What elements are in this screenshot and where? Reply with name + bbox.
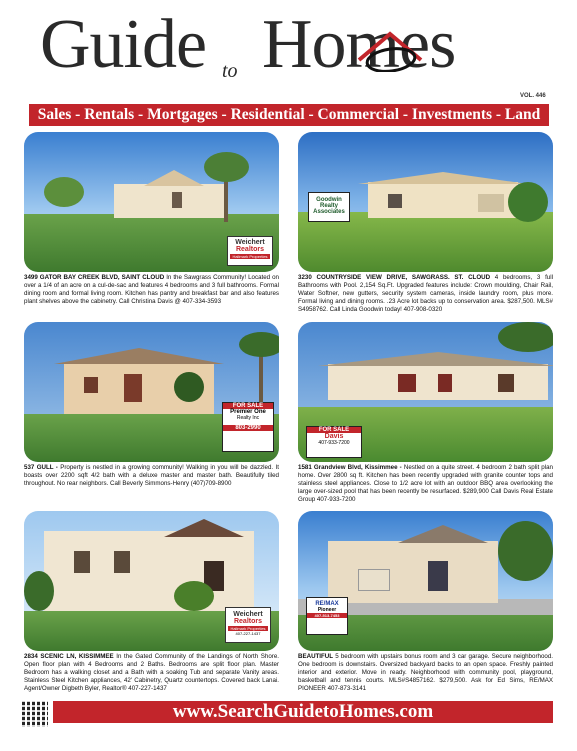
sign-line4: 803-2990 bbox=[223, 425, 273, 431]
sign-line1: FOR SALE bbox=[223, 403, 273, 409]
sign-line3: Realty Inc bbox=[236, 415, 260, 421]
listing-card[interactable] bbox=[24, 132, 279, 306]
sign-line2: Davis bbox=[324, 433, 344, 440]
listing-address: 3499 GATOR BAY CREEK BLVD, SAINT CLOUD bbox=[24, 274, 165, 281]
badge-line3: Hallmark Properties bbox=[228, 626, 268, 631]
badge-line2: Realtors bbox=[235, 246, 264, 253]
house-photo bbox=[298, 132, 553, 272]
category-banner: Sales - Rentals - Mortgages - Residential - Commercial - Investments - Land bbox=[29, 104, 549, 126]
house-photo bbox=[24, 132, 279, 272]
website-url-link[interactable]: www.SearchGuidetoHomes.com bbox=[53, 701, 553, 723]
listing-address: 2834 SCENIC LN, KISSIMMEE bbox=[24, 653, 114, 660]
listing-body: In the Gated Community of the Landings of North Shore. Open floor plan with 4 Bedrooms and 2 Baths. Bedrooms are split floor plan. Master Bedroom has a walking closet and a Bath with a soaking Tub and separate Vanity areas. Stainless Steel Kitchen appliances, 42' Cabinetry, Quartz countertops. Covered back Lanai. Agent/Owner Digbeth Byler, Realtor® 407-227-1437 bbox=[24, 653, 279, 693]
listing-body: 5 bedroom with upstairs bonus room and 3 car garage. Secure neighborhood. One bedroom is downstairs. Oversized backyard backs to an open space. Freshly painted interior and exterior. Move in ready. Neighborhood with community pool, playground, basketball and tennis courts. MLS#S4857162. $279,500. Ask for Ed Sims, RE/MAX PIONEER 407-873-3141 bbox=[298, 653, 553, 693]
house-photo bbox=[298, 322, 553, 462]
listing-card[interactable] bbox=[298, 511, 553, 693]
house-photo bbox=[24, 322, 279, 462]
sign-line1: RE/MAX bbox=[315, 601, 339, 607]
listing-card[interactable] bbox=[24, 322, 279, 488]
listing-body: In the Sawgrass Community! Located on over a 1/4 of an acre on a cul-de-sac and features 4 bedrooms and 3 full bathrooms. Formal dining room and formal living room. Kitchen has pantry and breakfast bar and also features plant shelves above the cabinetry. Call Christina Davis @ 407-334-3593 bbox=[24, 274, 279, 306]
listing-address: 3230 COUNTRYSIDE VIEW DRIVE, SAWGRASS. ST. CLOUD bbox=[298, 274, 491, 281]
qr-code-pattern bbox=[22, 701, 48, 727]
listing-description bbox=[298, 464, 553, 504]
listing-address: 1581 Grandview Blvd, Kissimmee - bbox=[298, 464, 402, 471]
sign-line1: FOR SALE bbox=[307, 427, 361, 433]
logo-to-text: to bbox=[222, 60, 238, 82]
badge-line1: Weichert bbox=[233, 611, 263, 618]
listing-card[interactable] bbox=[298, 322, 553, 504]
listing-card[interactable] bbox=[24, 511, 279, 693]
listing-address: BEAUTIFUL bbox=[298, 653, 334, 660]
listing-description bbox=[24, 464, 279, 488]
house-photo bbox=[24, 511, 279, 651]
badge-line2: Realtors bbox=[233, 618, 262, 625]
volume-label: VOL. 446 bbox=[520, 93, 546, 99]
listing-address: 537 GULL - bbox=[24, 464, 58, 471]
masthead bbox=[0, 0, 577, 100]
house-photo bbox=[298, 511, 553, 651]
agent-sign bbox=[308, 192, 350, 222]
listing-body: Property is nestled in a growing community! Walking in you will be dazzled. It boasts over 2200 sqft 4/2 bath with a deluxe master and master bath. Beautifully tiled throughout. No rear neighbors. Call Beverly Simmons-Henry (407)709-8900 bbox=[24, 464, 279, 488]
sign-line3: 407-513-7453 bbox=[307, 613, 347, 618]
listing-body: Nestled on a quite street. 4 bedroom 2 bath split plan home. Over 2800 sq ft. Kitchen has been recently upgraded with granite counter tops and stainless steel appliances. Close to 1/2 acre lot with an outdoor BBQ area overlooking the large over-sized pool that has been recently be resurfaced. $289,900 Call Davis Real Estate Group 407-933-7200 bbox=[298, 464, 553, 504]
listing-description bbox=[298, 653, 553, 693]
listing-description bbox=[24, 653, 279, 693]
logo-roof-icon bbox=[355, 30, 425, 72]
realtor-badge bbox=[227, 236, 273, 266]
realtor-badge bbox=[225, 607, 271, 643]
badge-line3: Hallmark Properties bbox=[230, 254, 270, 259]
sign-line3: 407-933-7200 bbox=[318, 440, 350, 446]
remax-sign bbox=[306, 597, 348, 635]
listing-description bbox=[298, 274, 553, 314]
listing-description bbox=[24, 274, 279, 306]
logo-homes-text: Homes bbox=[262, 6, 456, 83]
sign-line2: Premier One bbox=[230, 409, 266, 415]
logo-guide-text: Guide bbox=[40, 6, 207, 83]
badge-line4: 407-227-1437 bbox=[235, 631, 261, 636]
for-sale-sign bbox=[306, 426, 362, 458]
listing-card[interactable] bbox=[298, 132, 553, 314]
listing-body: 4 bedrooms, 3 full Bathrooms with Pool. 2,154 Sq.Ft. Upgraded features include: Crown moulding, Chair Rail, Water Softner, new gutters, security system cameras, inside laundry room, plus more. Formal living and dining rooms. .23 Acre lot backs up to conservation area. $287,500. MLS# S4958762. Call Linda Goodwin today! 407-908-0320 bbox=[298, 274, 553, 314]
badge-line1: Weichert bbox=[235, 239, 265, 246]
for-sale-sign bbox=[222, 402, 274, 452]
sign-text: Goodwin Realty Associates bbox=[313, 197, 345, 215]
sign-line2: Pioneer bbox=[317, 607, 337, 613]
